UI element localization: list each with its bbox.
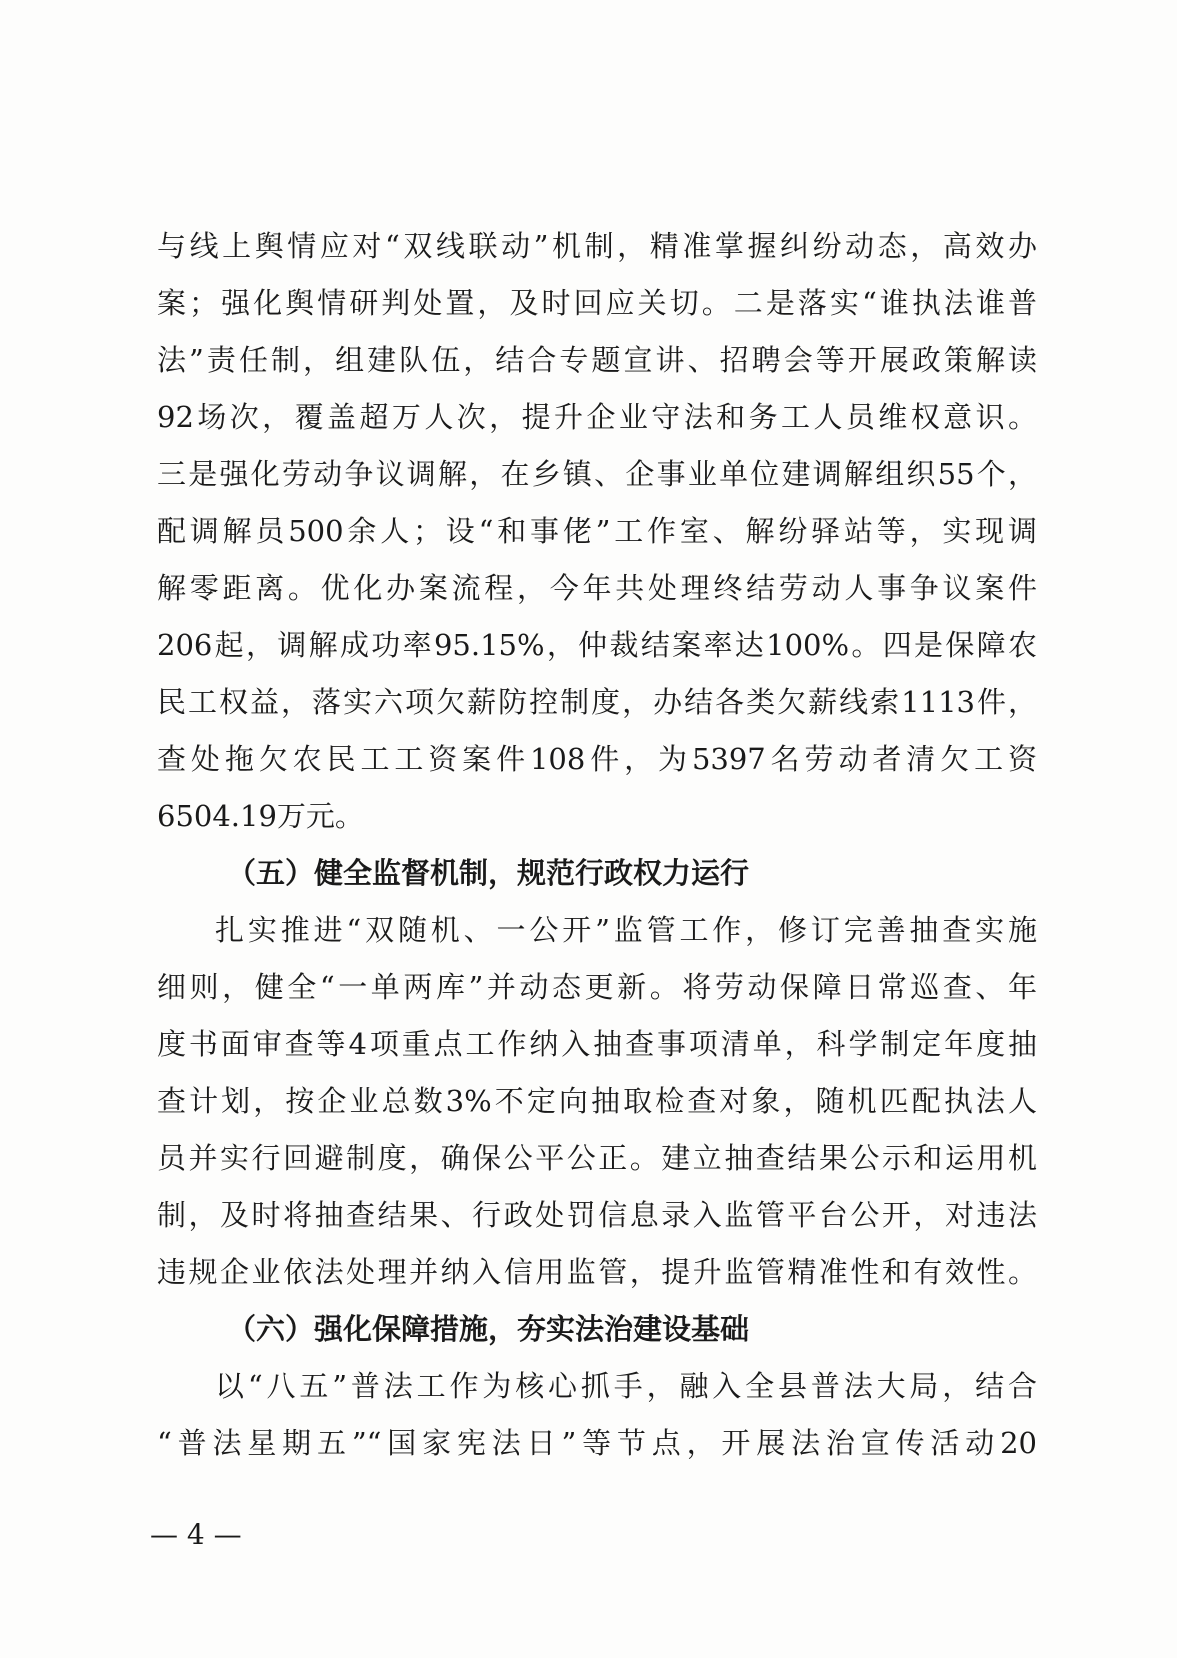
paragraph-line: 三是强化劳动争议调解，在乡镇、企事业单位建调解组织55个， (157, 457, 1037, 491)
section-heading-5: （五）健全监督机制，规范行政权力运行 (227, 856, 750, 890)
body-text (157, 218, 1037, 1472)
page-number: — 4 — (150, 1518, 242, 1551)
paragraph-line: 法”责任制，组建队伍，结合专题宣讲、招聘会等开展政策解读 (157, 343, 1037, 377)
paragraph-line: 配调解员500余人；设“和事佬”工作室、解纷驿站等，实现调 (157, 514, 1037, 548)
paragraph-line: 与线上舆情应对“双线联动”机制，精准掌握纠纷动态，高效办 (157, 229, 1037, 263)
paragraph-line: 案；强化舆情研判处置，及时回应关切。二是落实“谁执法谁普 (157, 286, 1037, 320)
paragraph-line: 度书面审查等4项重点工作纳入抽查事项清单，科学制定年度抽 (157, 1027, 1037, 1061)
paragraph-line: 查计划，按企业总数3%不定向抽取检查对象，随机匹配执法人 (157, 1084, 1037, 1118)
paragraph-line: “普法星期五”“国家宪法日”等节点，开展法治宣传活动20 (157, 1426, 1037, 1460)
paragraph-line: 民工权益，落实六项欠薪防控制度，办结各类欠薪线索1113件， (157, 685, 1037, 719)
paragraph-line: 解零距离。优化办案流程，今年共处理终结劳动人事争议案件 (157, 571, 1037, 605)
paragraph-line: 查处拖欠农民工工资案件108件，为5397名劳动者清欠工资 (157, 742, 1037, 776)
paragraph-line: 以“八五”普法工作为核心抓手，融入全县普法大局，结合 (215, 1369, 1037, 1403)
paragraph-line: 细则，健全“一单两库”并动态更新。将劳动保障日常巡查、年 (157, 970, 1037, 1004)
paragraph-line: 扎实推进“双随机、一公开”监管工作，修订完善抽查实施 (215, 913, 1037, 947)
paragraph-line: 违规企业依法处理并纳入信用监管，提升监管精准性和有效性。 (157, 1255, 1037, 1289)
paragraph-line: 制，及时将抽查结果、行政处罚信息录入监管平台公开，对违法 (157, 1198, 1037, 1232)
paragraph-line: 员并实行回避制度，确保公平公正。建立抽查结果公示和运用机 (157, 1141, 1037, 1175)
paragraph-line: 92场次，覆盖超万人次，提升企业守法和务工人员维权意识。 (157, 400, 1037, 434)
section-heading-6: （六）强化保障措施，夯实法治建设基础 (227, 1312, 750, 1346)
paragraph-line: 6504.19万元。 (157, 799, 364, 833)
paragraph-line: 206起，调解成功率95.15%，仲裁结案率达100%。四是保障农 (157, 628, 1037, 662)
